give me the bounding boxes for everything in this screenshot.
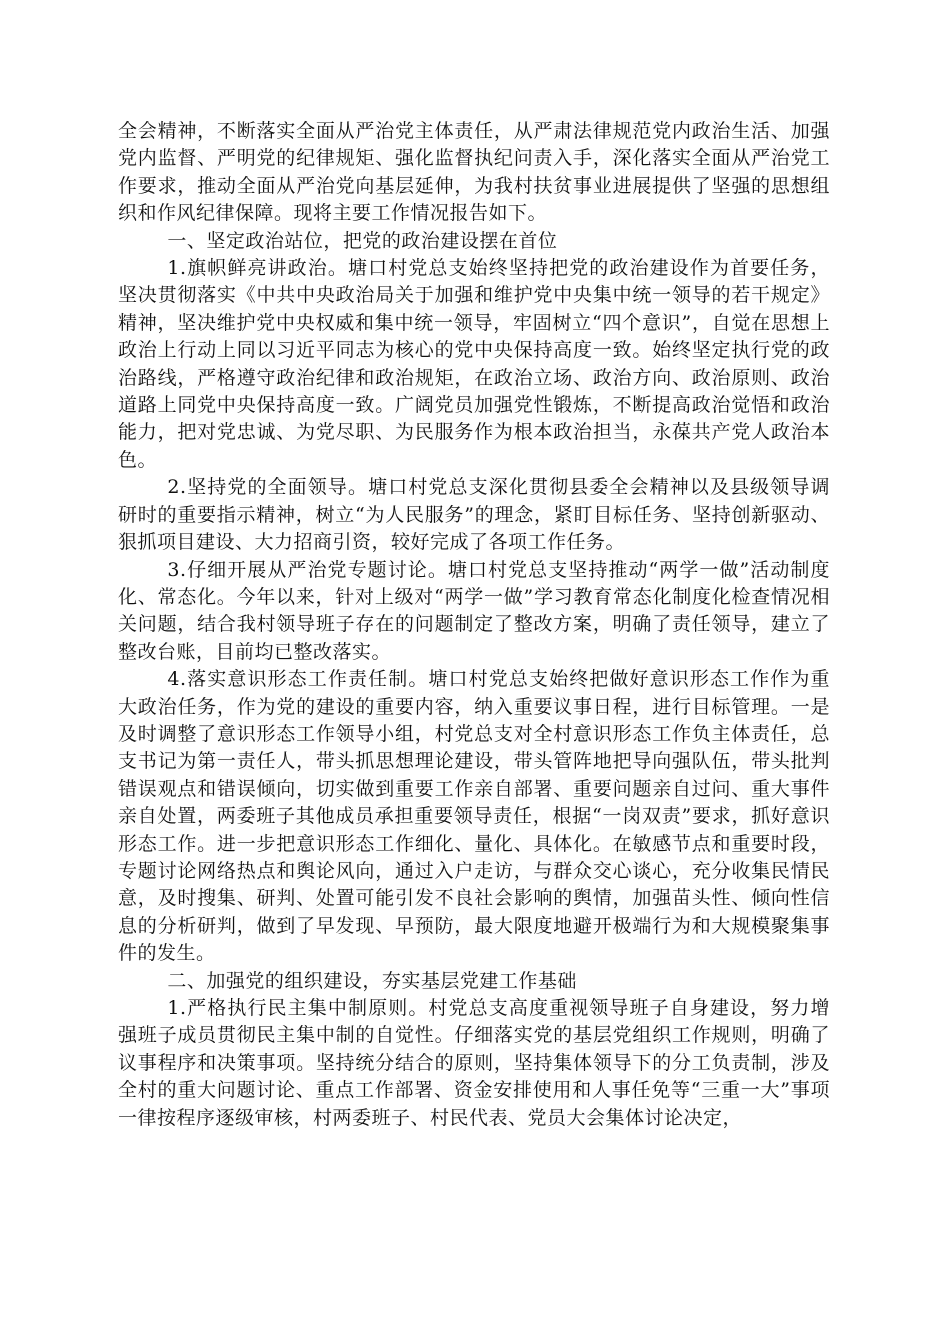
paragraph-ideology-responsibility: 4.落实意识形态工作责任制。塘口村党总支始终把做好意识形态工作作为重大政治任务，作为党的建设的重要内容，纳入重要议事日程，进行目标管理。一是及时调整了意识形态工作领导小组，村党总支对全村意识形态工作负主体责任，总支书记为第一责任人，带头抓思想理论建设，带头管阵地把导向强队伍，带头批判错误观点和错误倾向，切实做到重要工作亲自部署、重要问题亲自过问、重大事件亲自处置，两委班子其他成员承担重要领导责任，根据“一岗双责”要求，抓好意识形态工作。进一步把意识形态工作细化、量化、具体化。在敏感节点和重要时段，专题讨论网络热点和舆论风向，通过入户走访，与群众交心谈心，充分收集民情民意，及时搜集、研判、处置可能引发不良社会影响的舆情，加强苗头性、倾向性信息的分析研判，做到了早发现、早预防，最大限度地避开极端行为和大规模聚集事件的发生。 [118, 668, 830, 965]
paragraph-party-leadership: 2.坚持党的全面领导。塘口村党总支深化贯彻县委全会精神以及县级领导调研时的重要指示精神，树立“为人民服务”的理念，紧盯目标任务、坚持创新驱动、狠抓项目建设、大力招商引资，较好完成了各项工作任务。 [118, 476, 830, 554]
paragraph-continuation: 全会精神，不断落实全面从严治党主体责任，从严肃法律规范党内政治生活、加强党内监督、严明党的纪律规矩、强化监督执纪问责入手，深化落实全面从严治党工作要求，推动全面从严治党向基层延伸，为我村扶贫事业进展提供了坚强的思想组织和作风纪律保障。现将主要工作情况报告如下。 [118, 120, 830, 225]
paragraph-democratic-centralism: 1.严格执行民主集中制原则。村党总支高度重视领导班子自身建设，努力增强班子成员贯彻民主集中制的自觉性。仔细落实党的基层党组织工作规则，明确了议事程序和决策事项。坚持统分结合的原则，坚持集体领导下的分工负责制，涉及全村的重大问题讨论、重点工作部署、资金安排使用和人事任免等“三重一大”事项一律按程序逐级审核，村两委班子、村民代表、党员大会集体讨论决定， [118, 997, 830, 1129]
section-heading-organization-building: 二、加强党的组织建设，夯实基层党建工作基础 [167, 969, 577, 992]
section-heading-political-building: 一、坚定政治站位，把党的政治建设摆在首位 [167, 229, 558, 252]
document-body [118, 118, 830, 1132]
paragraph-political-stance: 1.旗帜鲜亮讲政治。塘口村党总支始终坚持把党的政治建设作为首要任务，坚决贯彻落实《中共中央政治局关于加强和维护党中央集中统一领导的若干规定》精神，坚决维护党中央权威和集中统一领导，牢固树立“四个意识”，自觉在思想上政治上行动上同以习近平同志为核心的党中央保持高度一致。始终坚定执行党的政治路线，严格遵守政治纪律和政治规矩，在政治立场、政治方向、政治原则、政治道路上同党中央保持高度一致。广阔党员加强党性锻炼，不断提高政治觉悟和政治能力，把对党忠诚、为党尽职、为民服务作为根本政治担当，永葆共产党人政治本色。 [118, 257, 830, 471]
paragraph-strict-governance-discussion: 3.仔细开展从严治党专题讨论。塘口村党总支坚持推动“两学一做”活动制度化、常态化。今年以来，针对上级对“两学一做”学习教育常态化制度化检查情况相关问题，结合我村领导班子存在的问题制定了整改方案，明确了责任领导，建立了整改台账，目前均已整改落实。 [118, 558, 830, 663]
